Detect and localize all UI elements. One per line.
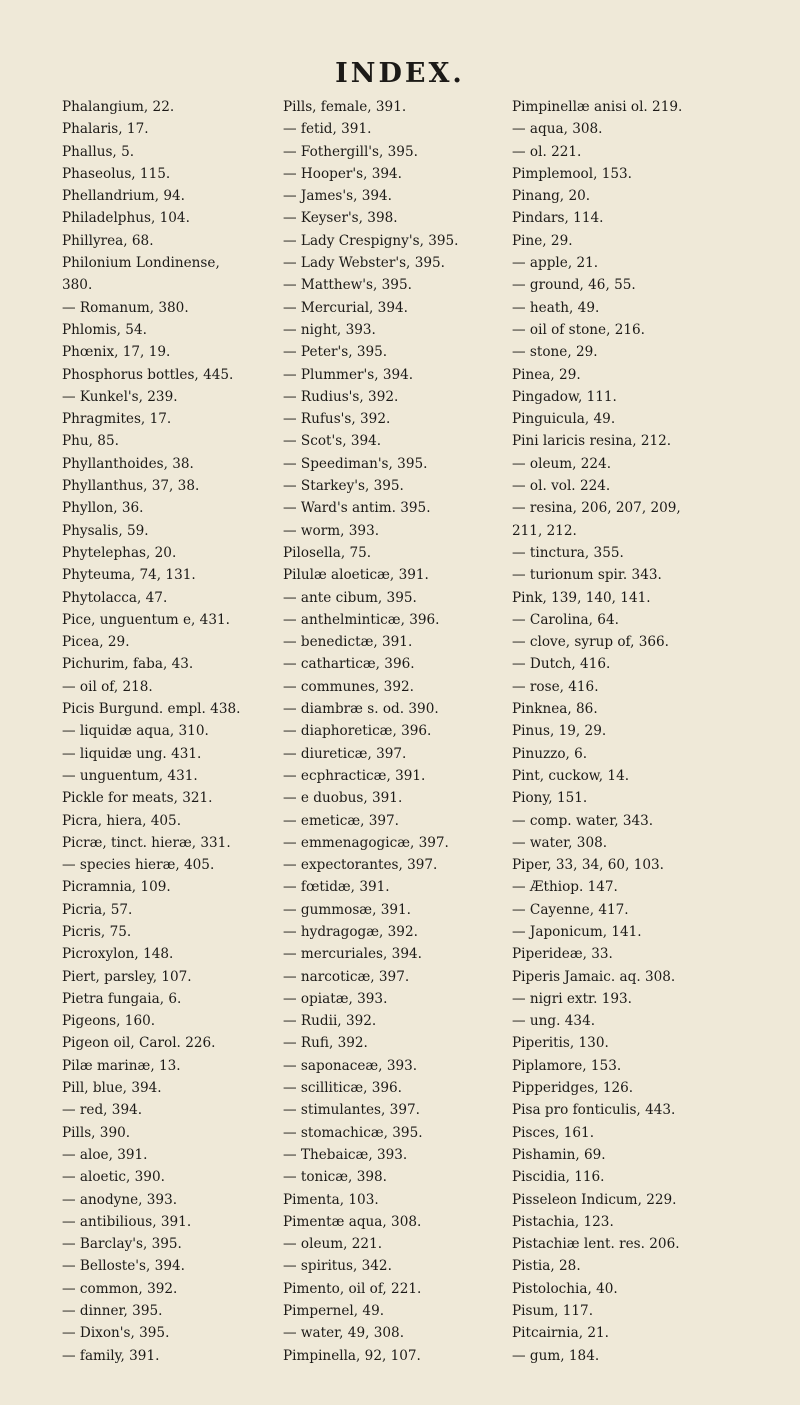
index-entry: Pimpernel, 49. [283, 1303, 385, 1320]
index-entry: 380. [62, 277, 93, 294]
index-entry: — ol. vol. 224. [512, 478, 611, 495]
index-entry: Phragmites, 17. [62, 411, 172, 428]
index-entry: — Barclay's, 395. [62, 1236, 182, 1253]
index-entry: Phytelephas, 20. [62, 544, 177, 561]
index-entry: Pistachia, 123. [512, 1213, 614, 1230]
index-entry: Pilæ marinæ, 13. [62, 1057, 181, 1074]
index-entry: — Hooper's, 394. [283, 165, 403, 182]
index-entry: — ante cibum, 395. [283, 589, 417, 606]
index-entry: Philonium Londinense, [62, 255, 220, 272]
index-entry: Pinknea, 86. [512, 701, 598, 718]
index-entry: — hydragogæ, 392. [283, 923, 418, 940]
index-entry: Piplamore, 153. [512, 1057, 622, 1074]
index-entry: — diambræ s. od. 390. [283, 701, 439, 718]
index-entry: Physalis, 59. [62, 522, 149, 539]
index-entry: Pinguicula, 49. [512, 411, 616, 428]
index-entry: — nigri extr. 193. [512, 990, 632, 1007]
index-entry: — stomachicæ, 395. [283, 1124, 423, 1141]
index-entry: — Rudii, 392. [283, 1013, 377, 1030]
index-entry: Phellandrium, 94. [62, 188, 185, 205]
index-entry: Pipperidges, 126. [512, 1080, 634, 1097]
index-entry: — anthelminticæ, 396. [283, 611, 440, 628]
index-entry: Pingadow, 111. [512, 388, 617, 405]
index-entry: — family, 391. [62, 1347, 160, 1364]
index-entry: — worm, 393. [283, 522, 380, 539]
index-entry: Phœnix, 17, 19. [62, 344, 171, 361]
index-column-2 [283, 96, 513, 1367]
index-entry: Pietra fungaia, 6. [62, 990, 182, 1007]
index-entry: — water, 308. [512, 834, 608, 851]
index-column-1 [62, 96, 292, 1367]
index-entry: Picria, 57. [62, 901, 133, 918]
index-entry: — benedictæ, 391. [283, 634, 413, 651]
index-entry: — Scot's, 394. [283, 433, 382, 450]
index-entry: Pinea, 29. [512, 366, 581, 383]
index-entry: — red, 394. [62, 1102, 143, 1119]
index-entry: — emmenagogicæ, 397. [283, 834, 449, 851]
index-entry: — mercuriales, 394. [283, 946, 422, 963]
index-entry: Pint, cuckow, 14. [512, 767, 630, 784]
index-entry: — comp. water, 343. [512, 812, 654, 829]
index-entry: Phyllon, 36. [62, 500, 144, 517]
index-entry: — James's, 394. [283, 188, 393, 205]
index-entry: — Rufi, 392. [283, 1035, 368, 1052]
index-entry: — Fothergill's, 395. [283, 143, 418, 160]
index-entry: — aloe, 391. [62, 1146, 148, 1163]
index-entry: Pimentæ aqua, 308. [283, 1213, 422, 1230]
index-entry: Picramnia, 109. [62, 879, 171, 896]
index-entry: — Japonicum, 141. [512, 923, 642, 940]
index-entry: Phytolacca, 47. [62, 589, 168, 606]
index-entry: Pilosella, 75. [283, 544, 372, 561]
index-entry: — anodyne, 393. [62, 1191, 178, 1208]
index-entry: — oil of stone, 216. [512, 321, 645, 338]
index-entry: — turionum spir. 343. [512, 567, 662, 584]
index-entry: Pishamin, 69. [512, 1146, 606, 1163]
index-entry: — unguentum, 431. [62, 767, 198, 784]
index-entry: Phosphorus bottles, 445. [62, 366, 234, 383]
index-entry: Pimpinella, 92, 107. [283, 1347, 421, 1364]
index-column-3 [512, 96, 752, 1367]
index-entry: Piperis Jamaic. aq. 308. [512, 968, 676, 985]
index-entry: Picis Burgund. empl. 438. [62, 701, 241, 718]
index-entry: — diureticæ, 397. [283, 745, 407, 762]
index-entry: Phaseolus, 115. [62, 165, 171, 182]
index-entry: Phallus, 5. [62, 143, 135, 160]
index-entry: — Mercurial, 394. [283, 299, 408, 316]
index-entry: Pilulæ aloeticæ, 391. [283, 567, 429, 584]
index-entry: — gum, 184. [512, 1347, 600, 1364]
index-entry: — ground, 46, 55. [512, 277, 636, 294]
index-entry: — spiritus, 342. [283, 1258, 392, 1275]
index-entry: Pistolochia, 40. [512, 1280, 618, 1297]
index-entry: Pindars, 114. [512, 210, 604, 227]
index-entry: — Speediman's, 395. [283, 455, 428, 472]
index-entry: Pitcairnia, 21. [512, 1325, 609, 1342]
index-entry: Picris, 75. [62, 923, 132, 940]
index-entry: — night, 393. [283, 321, 376, 338]
index-entry: — resina, 206, 207, 209, [512, 500, 681, 517]
index-entry: — ecphracticæ, 391. [283, 767, 426, 784]
index-entry: Phillyrea, 68. [62, 232, 154, 249]
index-entry: Pinang, 20. [512, 188, 591, 205]
index-entry: Picroxylon, 148. [62, 946, 174, 963]
index-entry: — aloetic, 390. [62, 1169, 165, 1186]
index-entry: — stone, 29. [512, 344, 598, 361]
index-entry: Phyllanthus, 37, 38. [62, 478, 200, 495]
index-entry: — Belloste's, 394. [62, 1258, 185, 1275]
index-entry: — Dutch, 416. [512, 656, 611, 673]
index-entry: — liquidæ ung. 431. [62, 745, 202, 762]
index-entry: Phu, 85. [62, 433, 119, 450]
index-entry: — stimulantes, 397. [283, 1102, 420, 1119]
index-entry: Phlomis, 54. [62, 321, 147, 338]
index-entry: — tinctura, 355. [512, 544, 624, 561]
index-entry: — ung. 434. [512, 1013, 596, 1030]
index-entry: Phalangium, 22. [62, 99, 175, 115]
index-entry: Piperitis, 130. [512, 1035, 609, 1052]
index-entry: Piperideæ, 33. [512, 946, 613, 963]
index-entry: — Carolina, 64. [512, 611, 619, 628]
index-entry: Pimplemool, 153. [512, 165, 632, 182]
index-entry: — fœtidæ, 391. [283, 879, 390, 896]
index-entry: — ol. 221. [512, 143, 582, 160]
index-entry: — clove, syrup of, 366. [512, 634, 669, 651]
index-entry: — Æthiop. 147. [512, 879, 618, 896]
index-entry: — diaphoreticæ, 396. [283, 723, 432, 740]
index-entry: Philadelphus, 104. [62, 210, 190, 227]
index-entry: — Kunkel's, 239. [62, 388, 178, 405]
index-entry: — emeticæ, 397. [283, 812, 400, 829]
index-entry: — Peter's, 395. [283, 344, 388, 361]
index-entry: Pimenta, 103. [283, 1191, 379, 1208]
index-entry: Pice, unguentum e, 431. [62, 611, 230, 628]
index-entry: — Dixon's, 395. [62, 1325, 170, 1342]
index-entry: — Ward's antim. 395. [283, 500, 431, 517]
index-entry: Phalaris, 17. [62, 121, 149, 138]
index-entry: Pisum, 117. [512, 1303, 594, 1320]
index-entry: — Plummer's, 394. [283, 366, 414, 383]
index-entry: — species hieræ, 405. [62, 857, 215, 874]
index-entry: Piert, parsley, 107. [62, 968, 192, 985]
index-entry: — antibilious, 391. [62, 1213, 192, 1230]
index-entry: Pigeon oil, Carol. 226. [62, 1035, 216, 1052]
index-entry: — liquidæ aqua, 310. [62, 723, 209, 740]
index-entry: Phyllanthoides, 38. [62, 455, 194, 472]
index-entry: — scilliticæ, 396. [283, 1080, 403, 1097]
index-entry: Pills, female, 391. [283, 99, 407, 115]
index-entry: — oleum, 224. [512, 455, 612, 472]
index-entry: 211, 212. [512, 522, 577, 539]
index-entry: — Matthew's, 395. [283, 277, 412, 294]
index-entry: Pigeons, 160. [62, 1013, 156, 1030]
index-entry: — Lady Crespigny's, 395. [283, 232, 459, 249]
index-entry: — aqua, 308. [512, 121, 603, 138]
index-entry: Pine, 29. [512, 232, 573, 249]
index-entry: — oil of, 218. [62, 678, 153, 695]
index-entry: — Keyser's, 398. [283, 210, 398, 227]
index-entry: Piscidia, 116. [512, 1169, 605, 1186]
index-entry: Pisseleon Indicum, 229. [512, 1191, 677, 1208]
index-entry: — tonicæ, 398. [283, 1169, 387, 1186]
index-entry: — opiatæ, 393. [283, 990, 388, 1007]
index-entry: — Starkey's, 395. [283, 478, 404, 495]
index-entry: Pinus, 19, 29. [512, 723, 607, 740]
index-entry: Pinuzzo, 6. [512, 745, 588, 762]
index-entry: — Rufus's, 392. [283, 411, 391, 428]
index-entry: — expectorantes, 397. [283, 857, 438, 874]
index-entry: — narcoticæ, 397. [283, 968, 410, 985]
index-entry: — Cayenne, 417. [512, 901, 629, 918]
index-entry: Phyteuma, 74, 131. [62, 567, 196, 584]
index-entry: Pistachiæ lent. res. 206. [512, 1236, 680, 1253]
index-entry: — saponaceæ, 393. [283, 1057, 418, 1074]
index-entry: — catharticæ, 396. [283, 656, 415, 673]
index-entry: — Romanum, 380. [62, 299, 189, 316]
index-entry: — common, 392. [62, 1280, 178, 1297]
index-entry: — e duobus, 391. [283, 790, 403, 807]
page-title: INDEX. [335, 58, 465, 89]
index-entry: — Rudius's, 392. [283, 388, 399, 405]
index-entry: Piony, 151. [512, 790, 588, 807]
index-entry: — fetid, 391. [283, 121, 372, 138]
index-entry: Pistia, 28. [512, 1258, 581, 1275]
index-entry: Pink, 139, 140, 141. [512, 589, 651, 606]
index-entry: Pisces, 161. [512, 1124, 595, 1141]
index-entry: Pill, blue, 394. [62, 1080, 162, 1097]
index-entry: — water, 49, 308. [283, 1325, 405, 1342]
index-entry: Picra, hiera, 405. [62, 812, 182, 829]
index-entry: — gummosæ, 391. [283, 901, 411, 918]
index-entry: Pills, 390. [62, 1124, 131, 1141]
index-entry: Pimento, oil of, 221. [283, 1280, 422, 1297]
index-entry: Picea, 29. [62, 634, 130, 651]
index-entry: — rose, 416. [512, 678, 599, 695]
index-entry: — Thebaicæ, 393. [283, 1146, 408, 1163]
index-entry: Pimpinellæ anisi ol. 219. [512, 99, 683, 115]
index-entry: — heath, 49. [512, 299, 600, 316]
index-entry: Pisa pro fonticulis, 443. [512, 1102, 676, 1119]
index-entry: — Lady Webster's, 395. [283, 255, 445, 272]
index-entry: Pini laricis resina, 212. [512, 433, 672, 450]
index-entry: — communes, 392. [283, 678, 414, 695]
index-entry: — oleum, 221. [283, 1236, 383, 1253]
index-entry: Piper, 33, 34, 60, 103. [512, 857, 664, 874]
index-entry: — dinner, 395. [62, 1303, 163, 1320]
index-entry: Pichurim, faba, 43. [62, 656, 194, 673]
index-entry: Picræ, tinct. hieræ, 331. [62, 834, 231, 851]
index-entry: — apple, 21. [512, 255, 599, 272]
index-entry: Pickle for meats, 321. [62, 790, 213, 807]
